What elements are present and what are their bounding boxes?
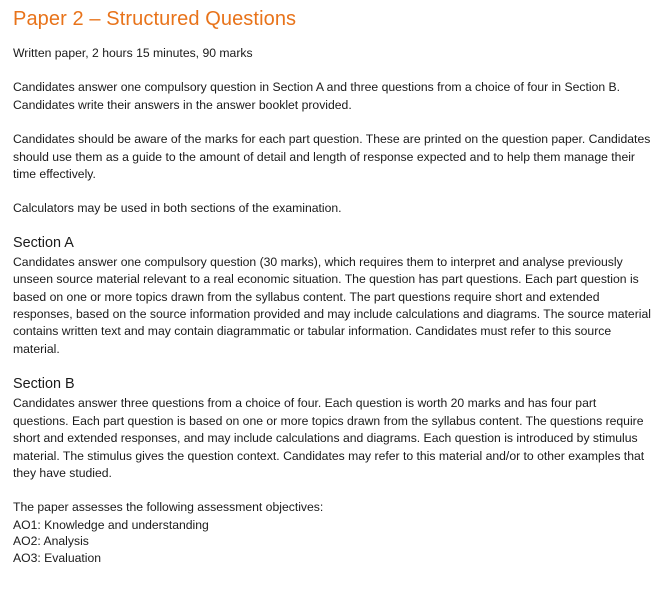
- objective-item: AO1: Knowledge and understanding: [13, 517, 209, 532]
- intro-paragraph-1: Candidates answer one compulsory question in Section A and three questions from a choice of four in Section B. Candidates write their answers in the answer booklet provided.: [13, 80, 621, 112]
- objective-item: AO2: Analysis: [13, 534, 89, 549]
- section-a-heading: Section A: [13, 234, 74, 251]
- section-b-text: Candidates answer three questions from a choice of four. Each question is worth 20 marks and has four part questions. Each part question is based on one or more topics drawn from the syllabus content. The questions require short and extended responses, and may include calculations and diagrams. Each question is introduced by stimulus material. The stimulus gives the question context. Candidates may refer to this material and/or to other examples that they have studied.: [13, 396, 645, 480]
- paper-info: Written paper, 2 hours 15 minutes, 90 marks: [13, 46, 253, 60]
- section-b-heading: Section B: [13, 376, 75, 393]
- objectives-intro: The paper assesses the following assessment objectives:: [13, 500, 324, 515]
- section-a-text: Candidates answer one compulsory question (30 marks), which requires them to interpret and analyse previously unseen source material relevant to a real economic situation. The question has part questions. Each part question is based on one or more topics drawn from the syllabus content. The part questions require short and extended responses, based on the source information provided and may include calculations and diagrams. The source material contains written text and may contain diagrammatic or tabular information. Candidates must refer to this source material.: [13, 254, 651, 356]
- page-title: Paper 2 – Structured Questions: [13, 8, 297, 30]
- objectives-list: [13, 517, 655, 567]
- intro-paragraph-2: Candidates should be aware of the marks for each part question. These are printed on the question paper. Candidates should use them as a guide to the amount of detail and length of response expected and to help them manage their time effectively.: [13, 132, 651, 182]
- document-page: [13, 6, 655, 567]
- objective-item: AO3: Evaluation: [13, 550, 102, 565]
- intro-paragraph-3: Calculators may be used in both sections of the examination.: [13, 201, 342, 216]
